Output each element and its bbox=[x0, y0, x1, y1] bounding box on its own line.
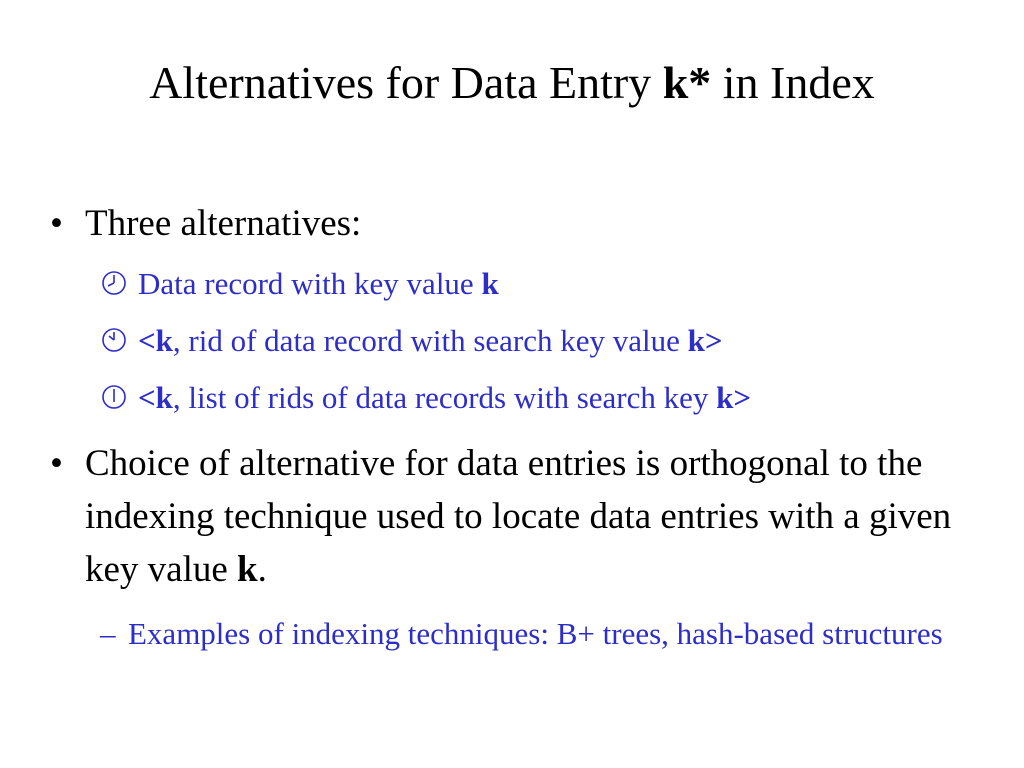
bullet-text: Choice of alternative for data entries is orthogonal to the indexing technique used to locate data entries with a given key value bbox=[85, 443, 952, 590]
bullet-marker: • bbox=[50, 203, 63, 244]
title-bold-k-star: k* bbox=[662, 57, 712, 108]
bullet-choice-of-alternative bbox=[50, 437, 955, 596]
alt-3-open: < bbox=[138, 380, 156, 415]
examples-item bbox=[100, 611, 958, 656]
alt-3-key-start: k bbox=[155, 380, 173, 415]
alt-2-text: , rid of data record with search key value bbox=[172, 323, 688, 358]
alt-1-text: Data record with key value bbox=[138, 266, 482, 301]
clock-icon bbox=[100, 383, 128, 411]
bullet-three-alternatives bbox=[50, 197, 965, 250]
clock-icon bbox=[100, 269, 128, 297]
alt-2-close: > bbox=[704, 323, 723, 358]
alt-3-close: > bbox=[733, 380, 752, 415]
bullet-key-k: k bbox=[237, 549, 258, 590]
alt-3-key-end: k bbox=[716, 380, 734, 415]
dash-marker: – bbox=[100, 616, 116, 651]
title-text-2: in Index bbox=[711, 57, 875, 108]
alt-2-key-end: k bbox=[687, 323, 705, 358]
clock-icon bbox=[100, 326, 128, 354]
examples-text: Examples of indexing techniques: B+ trees, hash-based structures bbox=[128, 616, 943, 651]
alternative-item-2 bbox=[100, 321, 723, 361]
alt-2-open: < bbox=[138, 323, 156, 358]
bullet-marker: • bbox=[50, 443, 63, 484]
alt-3-text: , list of rids of data records with search key bbox=[172, 380, 717, 415]
slide-title bbox=[112, 56, 912, 110]
alternative-item-3 bbox=[100, 378, 751, 418]
bullet-text: Three alternatives: bbox=[85, 203, 362, 244]
bullet-period: . bbox=[257, 549, 267, 590]
alt-1-key: k bbox=[481, 266, 499, 301]
alternative-item-1 bbox=[100, 264, 499, 304]
alt-2-key-start: k bbox=[155, 323, 173, 358]
title-text-1: Alternatives for Data Entry bbox=[149, 57, 663, 108]
